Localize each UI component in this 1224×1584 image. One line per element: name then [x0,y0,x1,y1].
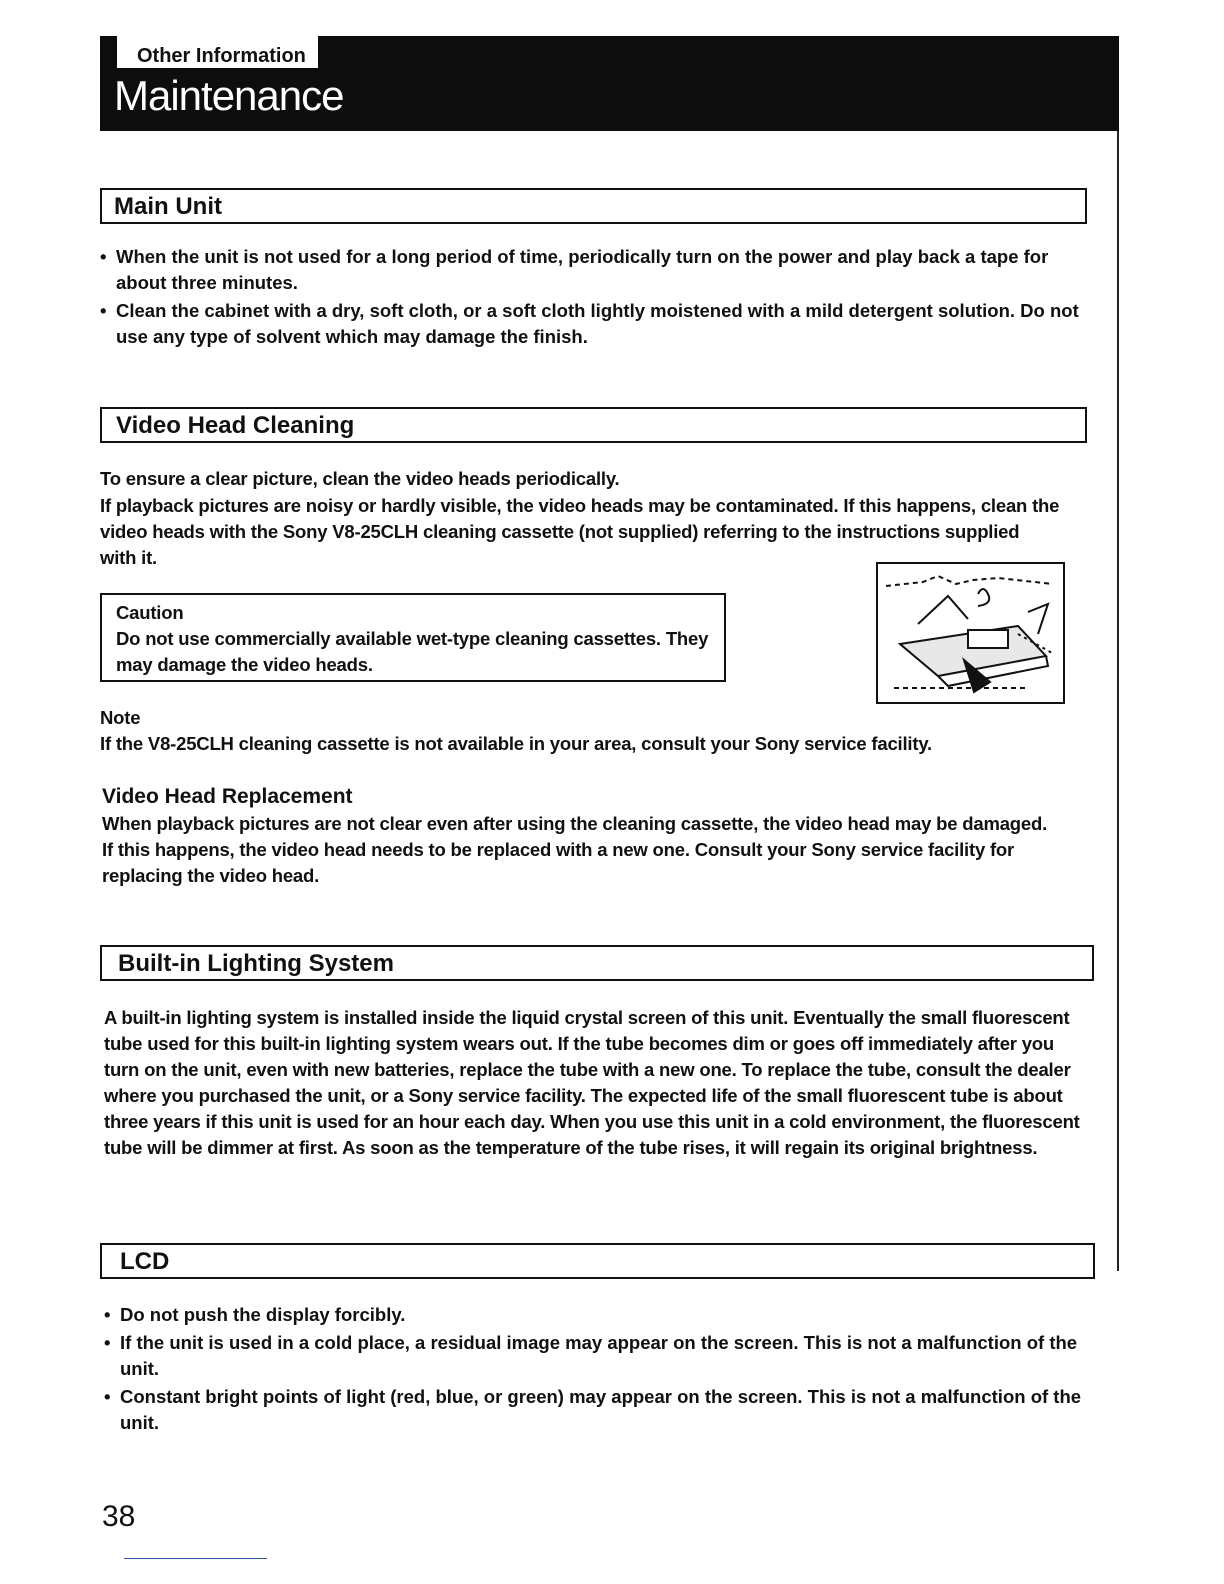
note-text: If the V8-25CLH cleaning cassette is not available in your area, consult your Sony service facility. [100,733,932,754]
section-title-lighting: Built-in Lighting System [118,950,394,977]
lcd-bullets [104,1302,1084,1438]
caution-text: Do not use commercially available wet-type cleaning cassettes. They may damage the video heads. [116,628,709,675]
section-title-main-unit: Main Unit [114,193,222,220]
video-head-replacement-heading: Video Head Replacement [102,785,353,808]
page-title: Maintenance [114,72,344,119]
category-label: Other Information [100,36,320,68]
list-item: • Clean the cabinet with a dry, soft cloth, or a soft cloth lightly moistened with a mild detergent solution. Do not use any type of solvent which may damage the finish. [100,298,1095,350]
footer-divider [124,1558,267,1559]
lighting-text: A built-in lighting system is installed inside the liquid crystal screen of this unit. Eventually the small fluorescent tube used for this built-in lighting system wears out. If the tube becomes dim or goes off immediately after you turn on the unit, even with new batteries, replace the tube with a new one. To replace the tube, consult the dealer where you purchased the unit, or a Sony service facility. The expected life of the small fluorescent tube is about three years if this unit is used for an hour each day. When you use this unit in a cold environment, the fluorescent tube will be dimmer at first. As soon as the temperature of the tube rises, it will regain its original brightness. [104,1007,1080,1158]
list-item: • When the unit is not used for a long period of time, periodically turn on the power and play back a tape for about three minutes. [100,244,1095,296]
section-header-video-head-cleaning [100,407,1087,443]
section-header-lcd [100,1243,1095,1279]
caution-box [100,593,726,682]
section-header-lighting [100,945,1094,981]
list-item: • Constant bright points of light (red, blue, or green) may appear on the screen. This is not a malfunction of the unit. [104,1384,1084,1436]
video-head-replacement-text: When playback pictures are not clear even after using the cleaning cassette, the video head may be damaged. If this happens, the video head needs to be replaced with a new one. Consult your Sony service facility for replacing the video head. [102,813,1048,886]
caution-title: Caution [116,602,184,623]
list-item: • Do not push the display forcibly. [104,1302,1084,1328]
section-title-lcd: LCD [120,1248,170,1275]
list-item: • If the unit is used in a cold place, a residual image may appear on the screen. This is not a malfunction of the unit. [104,1330,1084,1382]
main-unit-bullets [100,244,1095,352]
video-head-contamination-text: If playback pictures are noisy or hardly visible, the video heads may be contaminated. If this happens, clean the video heads with the Sony V8-25CLH cleaning cassette (not supplied) referring to the instructions supplied with it. [100,495,1060,568]
page-number: 38 [102,1500,136,1533]
right-margin-rule [1117,131,1119,1271]
section-header-main-unit [100,188,1087,224]
section-title-video-head-cleaning: Video Head Cleaning [116,412,355,439]
cleaning-cassette-illustration [876,562,1065,704]
note-title: Note [100,707,141,728]
video-head-intro: To ensure a clear picture, clean the video heads periodically. [100,468,620,489]
